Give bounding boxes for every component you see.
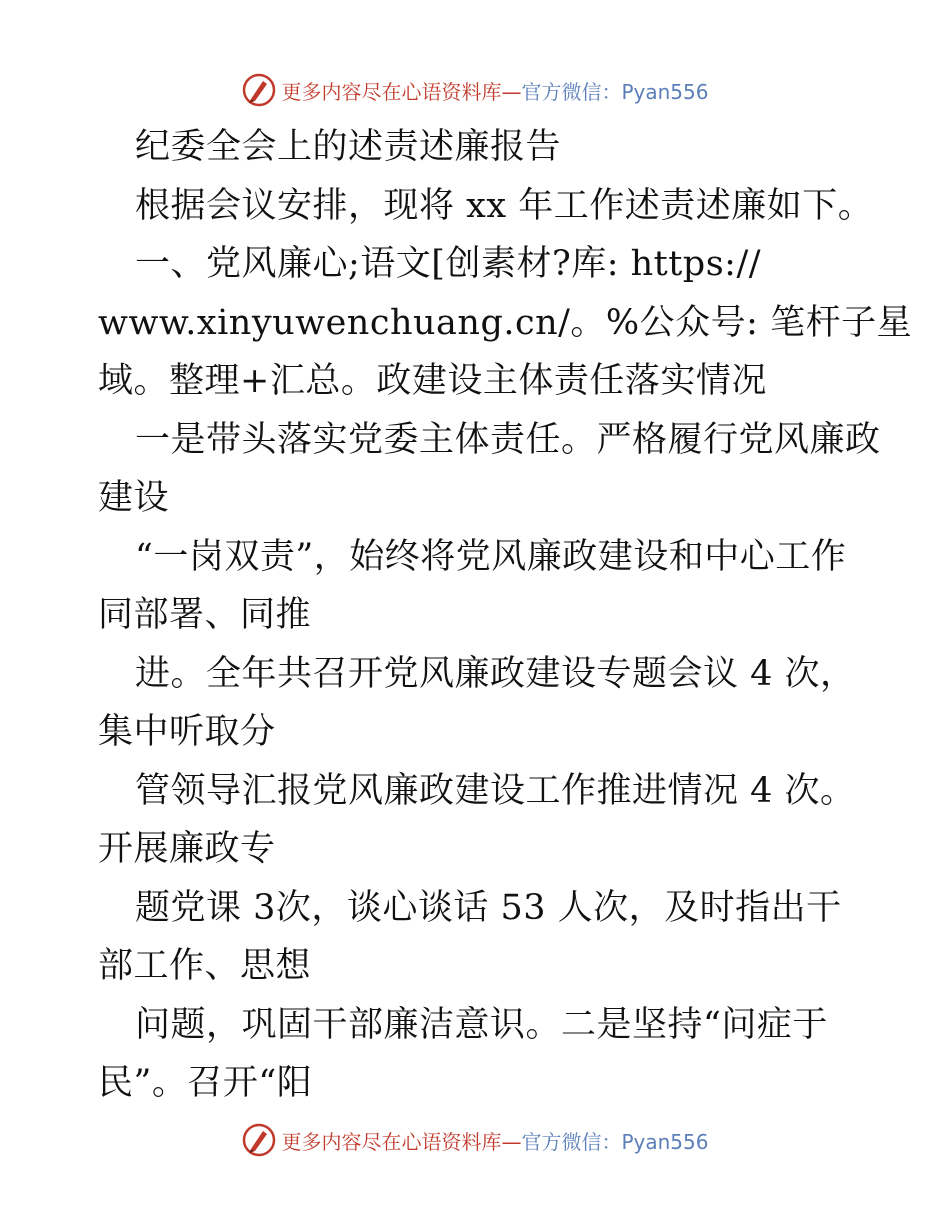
banner-wechat: 官方微信：Pyan556: [521, 1129, 709, 1154]
pen-logo-icon: [241, 1122, 277, 1158]
pen-logo-icon: [241, 72, 277, 108]
paragraph-line: 问题，巩固干部廉洁意识。二是坚持“问症于: [135, 1004, 828, 1045]
paragraph-line: 开展廉政专: [98, 829, 276, 869]
paragraph-line: 一是带头落实党委主体责任。严格履行党风廉政: [135, 419, 881, 460]
document-body: [98, 118, 913, 1113]
header-banner: [0, 70, 950, 110]
paragraph-line: 建设: [98, 478, 170, 518]
paragraph-line: 一、党风廉心;语文[创素材?库: https://: [135, 244, 762, 284]
paragraph-line: 根据会议安排，现将 xx 年工作述责述廉如下。: [135, 185, 874, 226]
paragraph-line: 同部署、同推: [98, 595, 312, 635]
paragraph-line: 题党课 3次，谈心谈话 53 人次，及时指出干: [135, 887, 842, 928]
paragraph-line: “一岗双责”，始终将党风廉政建设和中心工作: [135, 536, 847, 577]
paragraph-line: 域。整理+汇总。政建设主体责任落实情况: [98, 361, 767, 401]
paragraph-line: 民”。召开“阳: [98, 1063, 313, 1103]
document-title: 纪委全会上的述责述廉报告: [135, 127, 562, 167]
banner-wechat: 官方微信：Pyan556: [521, 79, 709, 104]
paragraph-line: 集中听取分: [98, 712, 276, 752]
paragraph-line: 管领导汇报党风廉政建设工作推进情况 4 次。: [135, 770, 856, 811]
paragraph-line: 部工作、思想: [98, 946, 312, 986]
paragraph-line: 进。全年共召开党风廉政建设专题会议 4 次，: [135, 653, 856, 694]
paragraph-line: www.xinyuwenchuang.cn/。%公众号: 笔杆子星: [98, 302, 913, 343]
banner-text: 更多内容尽在心语资料库—: [281, 1129, 522, 1154]
banner-text: 更多内容尽在心语资料库—: [281, 79, 522, 104]
footer-banner: [0, 1120, 950, 1160]
